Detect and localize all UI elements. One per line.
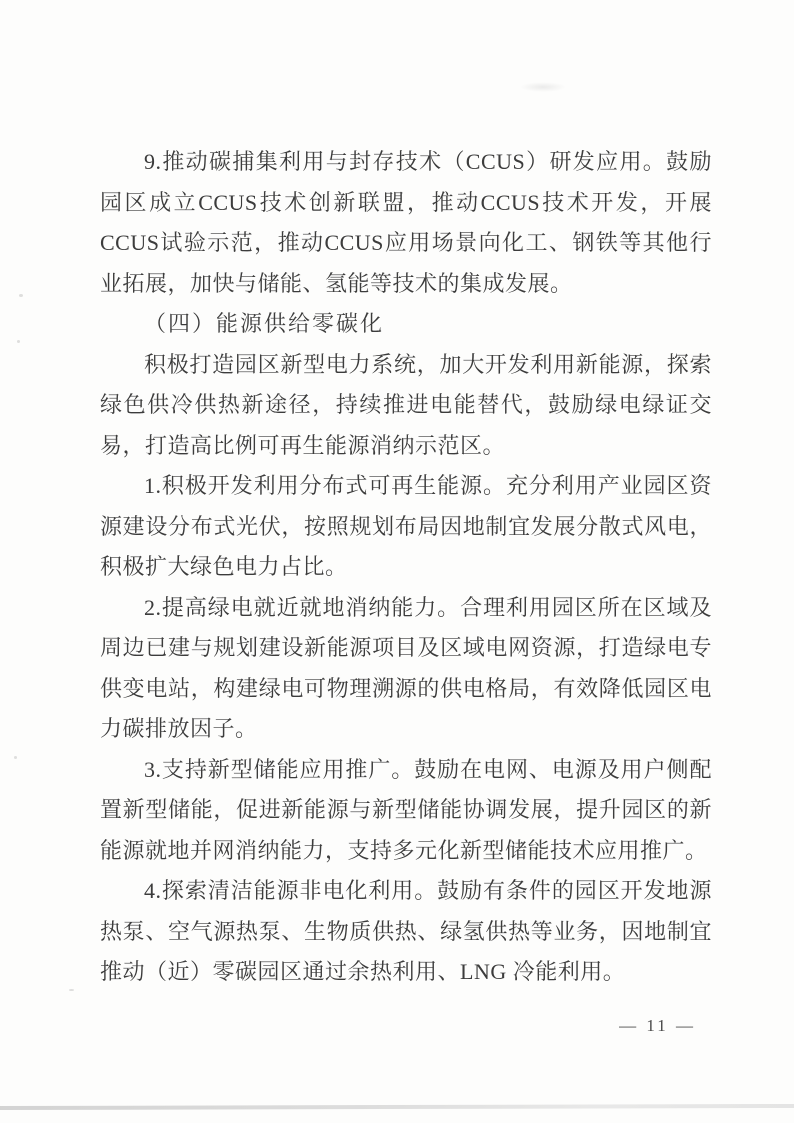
paragraph-item-3: 3.支持新型储能应用推广。鼓励在电网、电源及用户侧配置新型储能，促进新能源与新型储能协调发展，提升园区的新能源就地并网消纳能力，支持多元化新型储能技术应用推广。	[100, 756, 712, 863]
page-number: — 11 —	[619, 1016, 696, 1035]
scan-edge-line	[0, 1104, 794, 1110]
scan-speck	[69, 989, 74, 991]
section-heading: （四）能源供给零碳化	[144, 311, 385, 336]
scan-speck	[19, 294, 23, 297]
scan-smudge	[520, 82, 566, 92]
scan-speck	[14, 756, 17, 759]
scan-speck	[17, 340, 20, 343]
paragraph-section-intro: 积极打造园区新型电力系统，加大开发利用新能源，探索绿色供冷供热新途径，持续推进电能替代，鼓励绿电绿证交易，打造高比例可再生能源消纳示范区。	[100, 351, 712, 458]
paragraph-item-9: 9.推动碳捕集利用与封存技术（CCUS）研发应用。鼓励园区成立CCUS技术创新联盟，推动CCUS技术开发，开展CCUS试验示范，推动CCUS应用场景向化工、钢铁等其他行业拓展，加快与储能、氢能等技术的集成发展。	[100, 149, 712, 296]
paragraph-item-1: 1.积极开发利用分布式可再生能源。充分利用产业园区资源建设分布式光伏，按照规划布局因地制宜发展分散式风电，积极扩大绿色电力占比。	[100, 473, 712, 579]
document-text-block	[100, 142, 712, 993]
paragraph-item-2: 2.提高绿电就近就地消纳能力。合理利用园区所在区域及周边已建与规划建设新能源项目及区域电网资源，打造绿电专供变电站，构建绿电可物理溯源的供电格局，有效降低园区电力碳排放因子。	[100, 594, 712, 741]
paragraph-item-4: 4.探索清洁能源非电化利用。鼓励有条件的园区开发地源热泵、空气源热泵、生物质供热、绿氢供热等业务，因地制宜推动（近）零碳园区通过余热利用、LNG 冷能利用。	[100, 878, 712, 984]
